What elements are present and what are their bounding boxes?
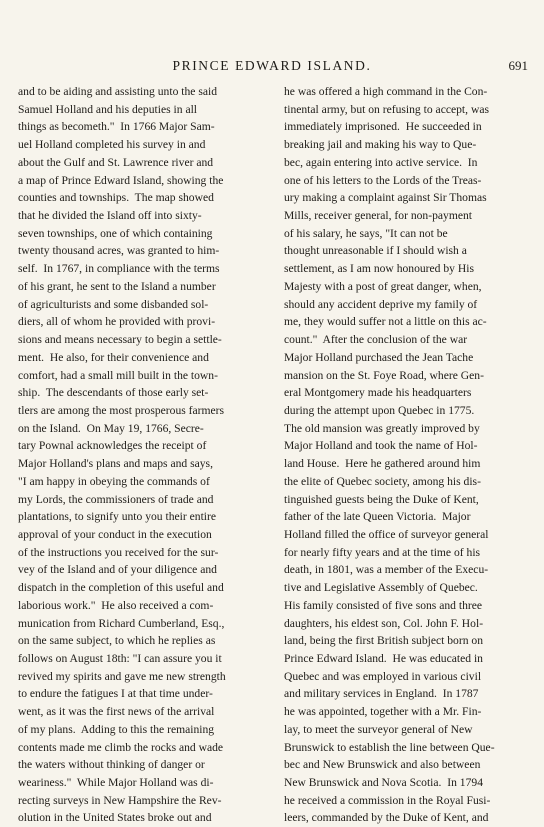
text-line: ury making a complaint against Sir Thomas [284, 191, 487, 205]
text-line: immediately imprisoned. He succeeded in [284, 120, 482, 134]
text-line: a map of Prince Edward Island, showing the [18, 173, 224, 187]
text-line: twenty thousand acres, was granted to him- [18, 244, 220, 258]
text-line: munication from Richard Cumberland, Esq., [18, 616, 225, 630]
text-line: plantations, to signify unto you their entire [18, 510, 217, 524]
text-line: olution in the United States broke out and [18, 811, 212, 825]
text-line: diers, all of whom he provided with provi- [18, 315, 216, 329]
text-line: he was appointed, together with a Mr. Fin- [284, 705, 482, 719]
text-line: eral Montgomery made his headquarters [284, 386, 472, 400]
text-line: me, they would suffer not a little on this ac- [284, 315, 487, 329]
text-line: of his salary, he says, "It can not be [284, 226, 448, 240]
text-line: vey of the Island and of your diligence and [18, 563, 217, 577]
text-line: went, as it was the first news of the arrival [18, 705, 215, 719]
text-line: one of his letters to the Lords of the Treas- [284, 173, 482, 187]
text-line: weariness." While Major Holland was di- [18, 776, 214, 790]
text-line: the elite of Quebec society, among his dis- [284, 474, 481, 488]
text-line: counties and townships. The map showed [18, 191, 214, 205]
text-line: that he divided the Island off into sixty- [18, 209, 202, 223]
text-line: death, in 1801, was a member of the Execu- [284, 563, 489, 577]
text-line: revived my spirits and gave me new strength [18, 669, 226, 683]
text-line: of the instructions you received for the sur- [18, 545, 219, 559]
text-line: His family consisted of five sons and three [284, 598, 483, 612]
text-line: land House. Here he gathered around him [284, 457, 481, 471]
text-line: of my plans. Adding to this the remaining [18, 722, 215, 736]
text-line: the waters without thinking of danger or [18, 758, 205, 772]
text-line: he was offered a high command in the Con- [284, 85, 488, 98]
text-line: settlement, as I am now honoured by His [284, 262, 474, 276]
text-line: contents made me climb the rocks and wade [18, 740, 224, 754]
text-line: uel Holland completed his survey in and [18, 138, 206, 152]
text-line: "I am happy in obeying the commands of [18, 474, 210, 488]
text-line: dispatch in the completion of this useful and [18, 581, 224, 595]
text-line: comfort, had a small mill built in the town- [18, 368, 218, 382]
page-number: 691 [508, 58, 528, 73]
text-line: thought unreasonable if I should wish a [284, 244, 467, 258]
left-text-column [18, 83, 268, 827]
running-title: PRINCE EDWARD ISLAND. [172, 58, 372, 73]
text-line: Majesty with a post of great danger, when, [284, 279, 482, 293]
text-line: tinental army, but on refusing to accept, was [284, 102, 489, 116]
text-line: Quebec and was employed in various civil [284, 669, 482, 683]
text-line: bec and New Brunswick and also between [284, 758, 481, 772]
text-line: and to be aiding and assisting unto the said [18, 85, 217, 98]
text-line: self. In 1767, in compliance with the terms [18, 262, 220, 276]
text-line: ship. The descendants of those early set- [18, 386, 209, 400]
text-line: laborious work." He also received a com- [18, 598, 214, 612]
text-line: sions and means necessary to begin a settle- [18, 333, 222, 347]
text-line: tary Pownal acknowledges the receipt of [18, 439, 207, 453]
text-line: daughters, his eldest son, Col. John F. Hol- [284, 616, 484, 630]
text-line: tive and Legislative Assembly of Quebec. [284, 581, 478, 595]
text-line: Samuel Holland and his deputies in all [18, 102, 198, 116]
text-line: follows on August 18th: "I can assure you it [18, 652, 222, 665]
text-line: Major Holland's plans and maps and says, [18, 457, 213, 471]
text-line: and military services in England. In 1787 [284, 687, 479, 701]
page-header [0, 58, 544, 78]
text-line: Major Holland purchased the Jean Tache [284, 350, 474, 364]
text-line: on the Island. On May 19, 1766, Secre- [18, 421, 204, 435]
text-line: for nearly fifty years and at the time of his [284, 545, 481, 559]
text-line: The old mansion was greatly improved by [284, 421, 480, 435]
text-line: land, being the first British subject born on [284, 634, 483, 648]
text-line: should any accident deprive my family of [284, 297, 478, 311]
text-line: count." After the conclusion of the war [284, 333, 468, 347]
text-line: of agriculturists and some disbanded sol- [18, 297, 209, 311]
text-line: seven townships, one of which containing [18, 226, 213, 240]
text-line: during the attempt upon Quebec in 1775. [284, 403, 475, 417]
text-line: mansion on the St. Foye Road, where Gen- [284, 368, 484, 382]
text-line: he received a commission in the Royal Fusi- [284, 793, 491, 807]
text-line: about the Gulf and St. Lawrence river and [18, 155, 214, 169]
text-line: Major Holland and took the name of Hol- [284, 439, 478, 453]
text-line: tlers are among the most prosperous farmers [18, 403, 225, 417]
text-line: my Lords, the commissioners of trade and [18, 492, 214, 506]
text-line: things as becometh." In 1766 Major Sam- [18, 120, 215, 134]
text-line: recting surveys in New Hampshire the Rev- [18, 793, 222, 807]
text-line: approval of your conduct in the execution [18, 527, 212, 541]
text-line: leers, commanded by the Duke of Kent, and [284, 811, 489, 825]
text-line: Prince Edward Island. He was educated in [284, 652, 483, 665]
text-line: of his grant, he sent to the Island a number [18, 279, 216, 293]
text-line: on the same subject, to which he replies as [18, 634, 216, 648]
text-line: Holland filled the office of surveyor general [284, 527, 489, 541]
text-line: ment. He also, for their convenience and [18, 350, 209, 364]
text-line: to endure the fatigues I at that time under- [18, 687, 213, 701]
text-line: New Brunswick and Nova Scotia. In 1794 [284, 776, 483, 790]
text-line: breaking jail and making his way to Que- [284, 138, 477, 152]
text-line: Mills, receiver general, for non-payment [284, 209, 473, 223]
text-line: tinguished guests being the Duke of Kent, [284, 492, 479, 506]
right-text-column [284, 83, 531, 827]
text-line: lay, to meet the surveyor general of New [284, 722, 473, 736]
text-line: father of the late Queen Victoria. Major [284, 510, 471, 524]
text-line: Brunswick to establish the line between Que- [284, 740, 495, 754]
text-line: bec, again entering into active service. In [284, 155, 478, 169]
